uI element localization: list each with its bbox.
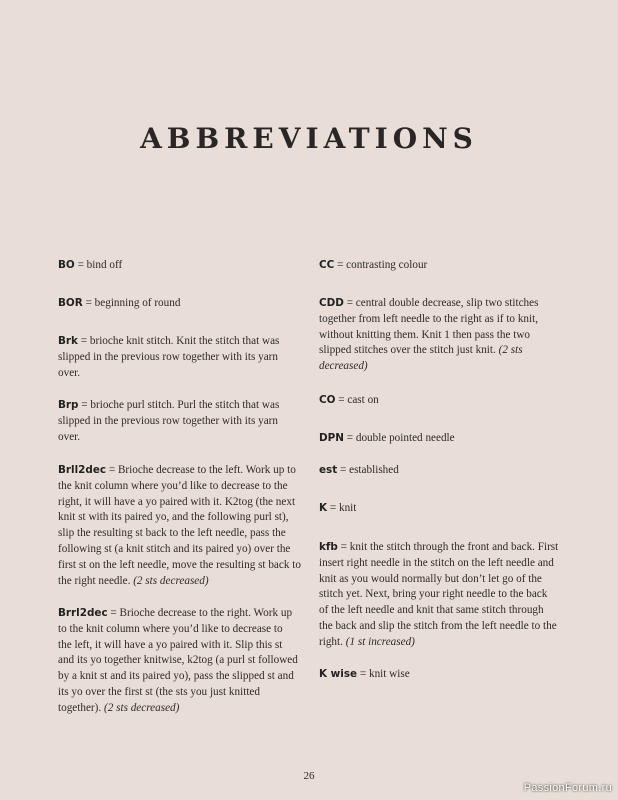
abbreviation-term: kfb (319, 541, 338, 553)
abbreviation-definition: brioche purl stitch. Purl the stitch that was slipped in the previous row together with its yarn over. (58, 399, 280, 443)
abbreviation-definition: established (349, 464, 399, 476)
abbreviation-note: (1 st increased) (345, 635, 415, 648)
abbreviation-definition: double pointed needle (355, 432, 455, 444)
abbreviation-entry (319, 463, 399, 479)
abbreviation-entry (319, 296, 551, 375)
abbreviation-definition: bind off (86, 259, 123, 271)
separator: = (78, 399, 91, 411)
abbreviation-entry (58, 258, 122, 274)
abbreviation-entry (58, 606, 298, 717)
abbreviation-entry (319, 393, 379, 409)
abbreviation-definition: cast on (347, 394, 379, 406)
abbreviation-note: (2 sts decreased) (133, 574, 209, 587)
abbreviation-term: DPN (319, 432, 344, 444)
abbreviation-definition: knit (338, 502, 357, 514)
abbreviation-definition: knit wise (368, 668, 410, 680)
separator: = (337, 464, 350, 476)
abbreviation-term: Brrl2dec (58, 607, 108, 619)
abbreviation-term: K wise (319, 668, 358, 680)
separator: = (77, 335, 90, 347)
separator: = (357, 668, 369, 680)
separator: = (82, 297, 95, 309)
abbreviation-term: CO (319, 394, 336, 406)
abbreviation-definition: Brioche decrease to the right. Work up to the knit column where you’d like to decrease to the left, it will have a yo paired with it. Slip this st and its yo together knitwise, k2tog (a purl st followed by a knit st and its paired yo), pass the slipped st and its yo over the first st (the sts you just knitted together). (58, 607, 298, 714)
abbreviation-definition: beginning of round (94, 297, 181, 309)
abbreviation-definition: contrasting colour (346, 259, 428, 271)
abbreviation-note: (2 sts decreased) (319, 344, 523, 373)
abbreviation-entry (319, 431, 455, 447)
abbreviation-term: Brll2dec (58, 464, 107, 476)
abbreviation-term: Brp (58, 399, 79, 411)
abbreviation-entry (58, 334, 294, 381)
abbreviation-definition: central double decrease, slip two stitches together from left needle to the right as if to knit, without knitting them. Knit 1 then pass the two slipped stitches over the stitch just knit. (319, 297, 539, 357)
abbreviation-note: (2 sts decreased) (103, 701, 180, 714)
abbreviation-term: CDD (319, 297, 344, 309)
abbreviation-entry (58, 296, 180, 312)
abbreviation-term: CC (319, 259, 335, 271)
abbreviation-definition: brioche knit stitch. Knit the stitch that was slipped in the previous row together with its yarn over. (58, 335, 280, 379)
abbreviation-entry (58, 398, 294, 445)
abbreviation-definition: knit the stitch through the front and back. First insert right needle in the stitch on the left needle and knit as you would normally but don’t let go of the stitch yet. Next, bring your right needle to the back of the left needle and knit that same stitch through the back and slip the stitch from the left needle to the right. (319, 541, 559, 648)
abbreviation-entry (319, 501, 356, 517)
abbreviation-entry (319, 540, 559, 651)
abbreviation-term: K (319, 502, 328, 514)
abbreviation-entry (319, 667, 410, 683)
separator: = (335, 394, 348, 406)
page-number: 26 (303, 770, 315, 782)
separator: = (327, 502, 339, 514)
abbreviation-term: est (319, 464, 338, 476)
separator: = (337, 541, 350, 553)
abbreviation-entry (319, 258, 427, 274)
separator: = (334, 259, 347, 271)
abbreviation-entry (58, 463, 302, 589)
page-title: ABBREVIATIONS (140, 122, 478, 155)
separator: = (107, 607, 120, 619)
watermark: PassionForum.ru (523, 782, 612, 794)
separator: = (106, 464, 118, 476)
separator: = (343, 432, 356, 444)
abbreviation-term: Brk (58, 335, 78, 347)
abbreviation-definition: Brioche decrease to the left. Work up to the knit column where you’d like to decrease to the right, it will have a yo paired with it. K2tog (the next knit st with its paired yo, and the following purl st), slip the resulting st back to the left needle, pass the following st (a knit stitch and its paired yo) over the first st on the left needle, move the resulting st back to the right needle. (58, 464, 301, 587)
abbreviation-term: BO (58, 259, 75, 271)
separator: = (74, 259, 87, 271)
separator: = (343, 297, 356, 309)
abbreviation-term: BOR (58, 297, 83, 309)
